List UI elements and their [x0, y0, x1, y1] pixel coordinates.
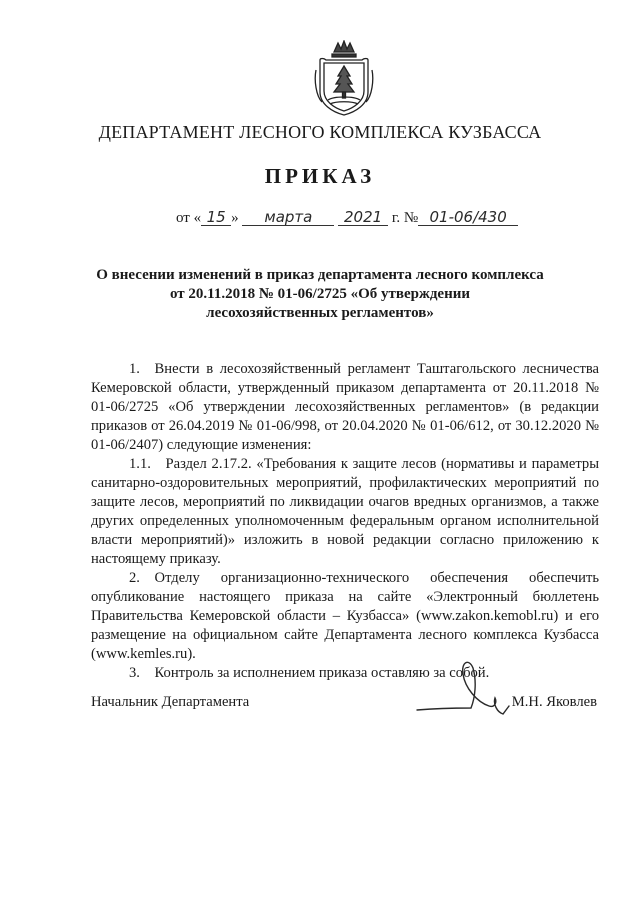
- paragraph-3: 3. Контроль за исполнением приказа оставляю за собой.: [129, 665, 490, 681]
- paragraph-1: 1. Внести в лесохозяйственный регламент Таштагольского лесничества Кемеровской области, утвержденный приказом департамента от 20.11.2018 № 01-06/2725 «Об утверждении лесохозяйственных регламентов» (в редакции приказов от 26.04.2019 № 01-06/998, от 20.04.2020 № 01-06/612, от 30.12.2020 № 01-06/2407) следующие изменения:: [91, 361, 599, 453]
- subject-line-2: от 20.11.2018 № 01-06/2725 «Об утверждении: [169, 286, 470, 302]
- signer-name: М.Н. Яковлев: [511, 694, 597, 710]
- document-type: ПРИКАЗ: [264, 164, 376, 188]
- coat-of-arms-icon: [314, 40, 374, 116]
- paragraph-1-1: 1.1. Раздел 2.17.2. «Требования к защите лесов (нормативы и параметры санитарно-оздоровительных мероприятий, профилактических мероприятий по защите лесов, мероприятий по ликвидации очагов вредных организмов, а также других определенных уполномоченным федеральным органом исполнительной власти мероприятий)» изложить в новой редакции согласно приложению к настоящему приказу.: [91, 456, 599, 567]
- order-month: марта: [242, 209, 334, 226]
- date-prefix: от «: [176, 210, 202, 226]
- order-day: 15: [201, 209, 231, 226]
- handwritten-signature: [411, 658, 511, 724]
- order-date-number: [176, 209, 518, 227]
- order-year: 2021: [338, 209, 388, 226]
- paragraph-2: 2. Отделу организационно-технического обеспечения обеспечить опубликование настоящего приказа на сайте «Электронный бюллетень Правительства Кемеровской области – Кузбасса» (www.zakon.kemobl.ru) и его размещение на официальном сайте Департамента лесного комплекса Кузбасса (www.kemles.ru).: [91, 570, 599, 662]
- order-subject: [90, 266, 550, 323]
- signer-position: Начальник Департамента: [91, 694, 250, 710]
- order-number: 01-06/430: [418, 209, 518, 226]
- date-quote-close: »: [231, 210, 239, 226]
- subject-line-1: О внесении изменений в приказ департамента лесного комплекса: [96, 267, 544, 283]
- subject-line-3: лесохозяйственных регламентов»: [206, 305, 434, 321]
- department-name: ДЕПАРТАМЕНТ ЛЕСНОГО КОМПЛЕКСА КУЗБАССА: [98, 122, 542, 142]
- year-suffix: г. №: [391, 210, 419, 226]
- order-body: [91, 360, 599, 683]
